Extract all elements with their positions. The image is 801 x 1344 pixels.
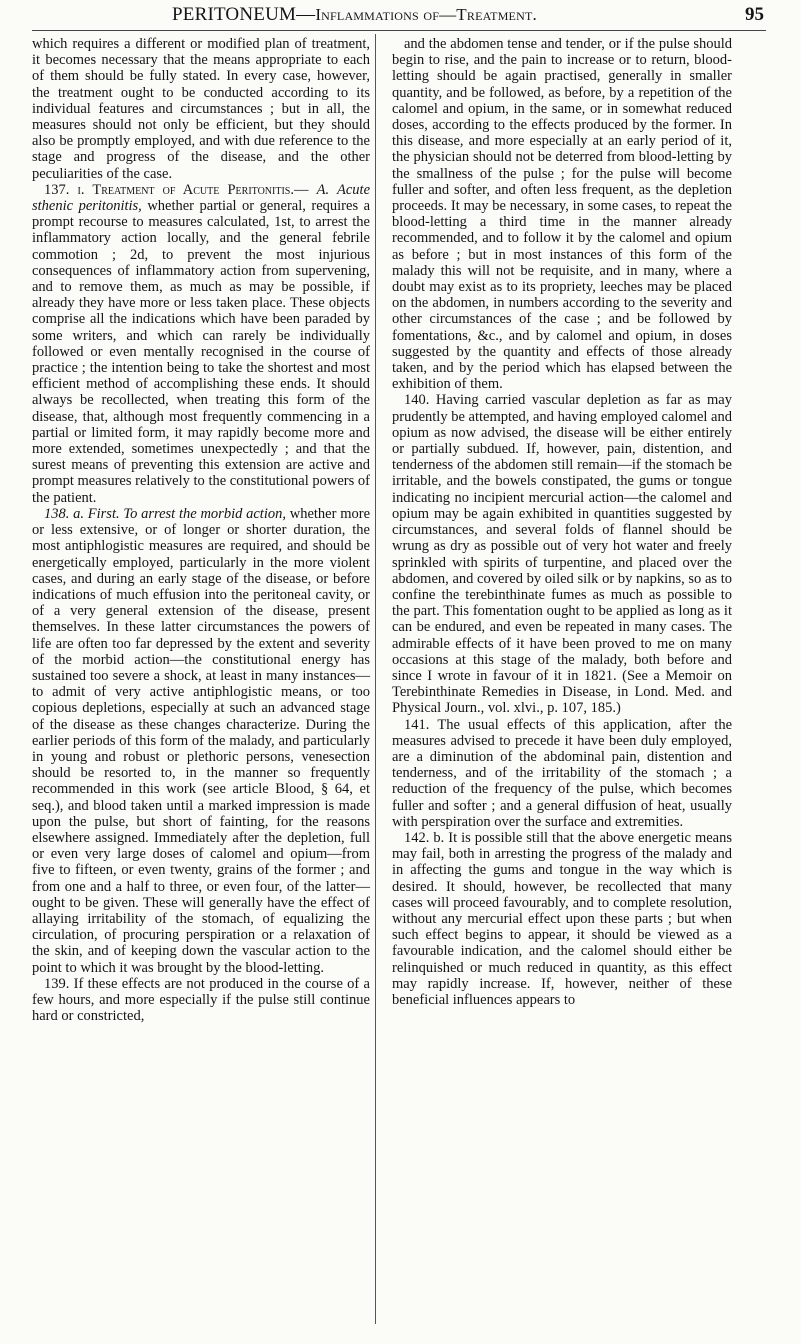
header-title: PERITONEUM—Inflammations of—Treatment. — [172, 4, 537, 25]
page-number: 95 — [745, 4, 764, 25]
right-column — [392, 36, 732, 1008]
section-heading: 137. i. Treatment of Acute Peritonitis.— — [44, 181, 309, 198]
running-header — [32, 4, 766, 31]
paragraph: which requires a different or modified plan of treatment, it becomes necessary that the means appropriate to each of them should be fully stated. In every case, however, the treatment ought to be conducted according to its individual features and circumstances ; but in all, the measures should not only be efficient, but they should also be promptly employed, and with due reference to the stage and progress of the disease, and the other peculiarities of the case. — [32, 36, 370, 182]
paragraph-137 — [32, 182, 370, 506]
paragraph-139: 139. If these effects are not produced in the course of a few hours, and more especially if the pulse still continue hard or constricted, — [32, 975, 370, 1025]
paragraph-141: 141. The usual effects of this application, after the measures advised to precede it have been duly employed, are a diminution of the abdominal pain, distention and tenderness, and of the irritability of the stomach ; a reduction of the frequency of the pulse, which becomes fuller and softer ; and a general diffusion of heat, usually with perspiration over the surface and extremities. — [392, 716, 732, 830]
paragraph-138 — [32, 506, 370, 976]
paragraph-142: 142. b. It is possible still that the above energetic means may fail, both in arresting the progress of the malady and in affecting the gums and tongue in the way which is desired. It should, however, be recollected that many cases will proceed favourably, and to complete resolution, without any mercurial effect upon these parts ; but when such effect begins to appear, it should be viewed as a favourable indication, and the calomel should either be relinquished or much reduced in quantity, as this effect may rapidly increase. If, however, neither of these beneficial influences appears to — [392, 829, 732, 1008]
subheading: A. Acute sthenic peritonitis, — [32, 181, 371, 215]
paragraph: and the abdomen tense and tender, or if the pulse should begin to rise, and the pain to increase or to return, blood-letting should be again practised, generally in smaller quantity, and be followed, as before, by a repetition of the calomel and opium, in the same, or in somewhat reduced doses, according to the effects produced by the former. In this disease, and more especially at an early period of it, the physician should not be deterred from blood-letting by the smallness of the pulse ; for the pulse will become fuller and softer, and often less frequent, as the depletion proceeds. It may be necessary, in some cases, to repeat the blood-letting a third time in the manner already recommended, and to follow it by the calomel and opium as before ; but in most instances of this form of the malady this will not be requisite, and in many, where a doubt may exist as to its propriety, leeches may be placed on the abdomen, in numbers according to the severity and other circumstances of the case ; and be followed by fomentations, &c., and by calomel and opium, in doses suggested by the quantity and effects of those already taken, and by the period which has elapsed between the exhibition of them. — [392, 36, 732, 393]
paragraph-text: whether more or less extensive, or of longer or shorter duration, the most antiphlogistic measures are required, and should be energetically employed, particularly in the more violent cases, and during an early stage of the disease, or before indications of much effusion into the peritoneal cavity, or of a very general extension of the disease, present themselves. In these latter circumstances the powers of life are often too far depressed by the extent and severity of the morbid action—the constitutional energy has sustained too severe a shock, at least in many instances—to admit of very active antiphlogistic means, or too copious depletions, especially at such an advanced stage of the disease as these changes characterize. During the earlier periods of this form of the malady, and particularly in young and robust or plethoric persons, venesection should be resorted to, in the manner so frequently recommended in this work (see article Blood, § 64, et seq.), and blood taken until a marked impression is made upon the pulse, but short of fainting, for the reasons elsewhere assigned. Immediately after the depletion, full or even very large doses of calomel and opium—from five to fifteen, or even twenty, grains of the former ; and from one and a half to three, or even four, of the latter—ought to be given. These will generally have the effect of allaying irritability of the stomach, of equalizing the circulation, of procuring perspiration or a relaxation of the skin, and of keeping down the vascular action to the point to which it was brought by the blood-letting. — [32, 505, 371, 976]
column-divider — [375, 34, 376, 1324]
paragraph-140: 140. Having carried vascular depletion as far as may prudently be attempted, and having employed calomel and opium as now advised, the disease will be either entirely or partially subdued. If, however, pain, distention, and tenderness of the abdomen still remain—if the stomach be irritable, and the bowels constipated, the gums or tongue indicating no incipient mercurial action—the calomel and opium may be again exhibited in quantities suggested by circumstances, and several folds of flannel should be wrung as dry as possible out of very hot water and freely sprinkled with spirits of turpentine, and placed over the abdomen, and covered by oiled silk or by napkins, so as to confine the terebinthinate fumes as much as possible to the part. This fomentation ought to be applied as long as it can be endured, and even be repeated in many cases. The admirable effects of it have been proved to me on many occasions at this stage of the malady, both before and since I wrote in favour of it in 1821. (See a Memoir on Terebinthinate Remedies in Disease, in Lond. Med. and Physical Journ., vol. xlvi., p. 107, 185.) — [392, 392, 732, 717]
paragraph-lead: 138. a. First. To arrest the morbid action, — [44, 505, 286, 522]
paragraph-text: whether partial or general, requires a prompt recourse to measures calculated, 1st, to arrest the inflammatory action locally, and the general febrile commotion ; 2d, to prevent the most injurious consequences of inflammatory action from supervening, and to remove them, as much as may be possible, if already they have more or less taken place. These objects comprise all the indications which have been paraded by some writers, and which can rarely be individually followed or even mentally recognised in the course of practice ; the intention being to take the shortest and most efficient method of accomplishing these ends. It should always be recollected, when treating this form of the disease, that, although most frequently commencing in a partial or limited form, it may rapidly become more and more extended, sometimes unexpectedly ; and that the surest means of preventing this extension are active and prompt measures relatively to the constitutional powers of the patient. — [32, 198, 371, 506]
left-column — [32, 36, 370, 1024]
